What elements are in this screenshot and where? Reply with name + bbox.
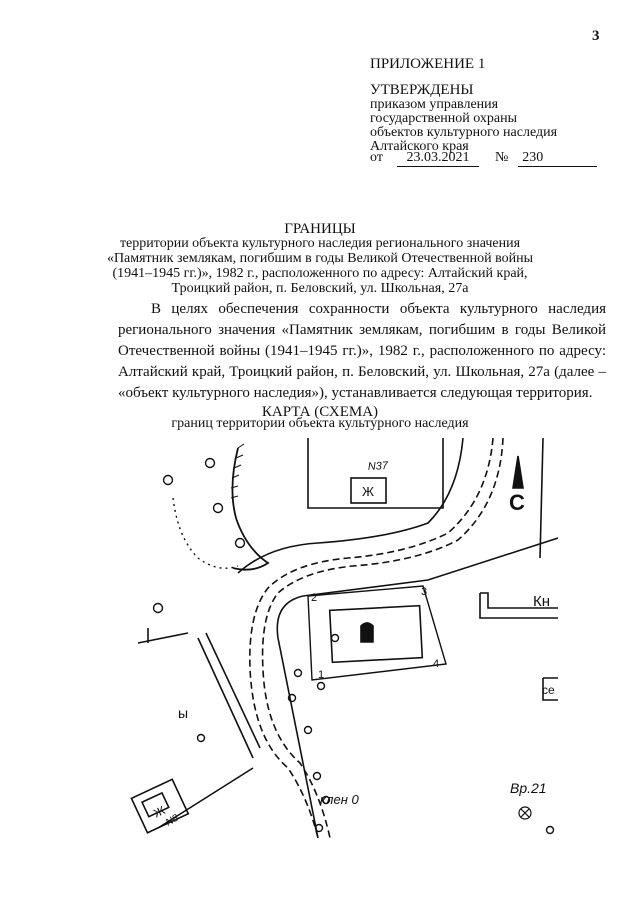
map-mark: ы (178, 705, 189, 721)
body-paragraph (118, 299, 606, 404)
document-subtitle (0, 236, 640, 296)
approved-line: государственной охраны (370, 111, 518, 126)
boundary-map (118, 438, 558, 838)
document-title: ГРАНИЦЫ (284, 221, 356, 237)
body-line: «объект культурного наследия»), устанавливается следующая территория. (118, 385, 593, 401)
footpath (263, 438, 503, 838)
subtitle-line: «Памятник землякам, погибшим в годы Великой Отечественной войны (106, 251, 534, 266)
approved-heading: УТВЕРЖДЕНЫ (370, 82, 474, 98)
order-number: 230 (518, 150, 597, 167)
territory-boundary (308, 586, 446, 680)
building-type-label: Ж (151, 803, 168, 821)
building-n37 (308, 438, 443, 508)
fence-line (198, 638, 253, 758)
fence-line (138, 633, 188, 643)
building-label: Кн (533, 593, 551, 610)
boundary-point-label: 3 (421, 586, 428, 598)
map-title: КАРТА (СХЕМА) (261, 404, 379, 420)
subtitle-line: территории объекта культурного наследия регионального значения (119, 236, 521, 251)
approved-line: приказом управления (370, 97, 499, 112)
body-line: В целях обеспечения сохранности объекта культурного наследия (151, 301, 606, 317)
boundary-point-label: 2 (311, 592, 318, 604)
appendix-heading: ПРИЛОЖЕНИЕ 1 (370, 56, 486, 72)
boundary-point-label: 1 (318, 669, 325, 681)
building-number-label: N37 (367, 459, 389, 473)
monument-site (330, 606, 423, 663)
map-mark: Вр.21 (510, 780, 547, 796)
subtitle-line: Троицкий район, п. Беловский, ул. Школьная, 27а (171, 281, 469, 296)
body-line: регионального значения «Памятник землякам, погибшим в годы Великой (118, 322, 606, 338)
north-label: С (509, 490, 525, 515)
monument-symbol (361, 623, 373, 642)
body-line: Алтайский край, Троицкий район, п. Беловский, ул. Школьная, 27а (далее – (118, 364, 606, 380)
street-edge (540, 438, 543, 558)
building-label: се (542, 683, 555, 697)
approved-by-block (370, 98, 557, 154)
dotted-contour (173, 498, 238, 568)
approved-line: объектов культурного наследия (370, 125, 558, 140)
body-line: Отечественной войны (1941–1945 гг.)», 1982 г., расположенного по адресу: (118, 343, 606, 359)
building-type-label: Ж (362, 484, 375, 499)
north-arrow-icon (513, 456, 523, 488)
survey-marker-icon (519, 807, 531, 819)
date-label: от (370, 150, 383, 165)
number-label: № (494, 150, 509, 165)
tree-markers (154, 459, 554, 834)
building-number-label: N8 (164, 812, 181, 829)
order-date: 23.03.2021 (397, 150, 479, 167)
fence-line (206, 633, 260, 748)
page-number: 3 (592, 28, 600, 44)
subtitle-line: (1941–1945 гг.)», 1982 г., расположенного по адресу: Алтайский край, (112, 266, 528, 281)
order-date-row (370, 150, 597, 167)
approved-line: Алтайского края (370, 139, 469, 154)
boundary-point-label: 4 (433, 658, 440, 670)
tree-label: клен 0 (320, 792, 359, 807)
map-subtitle: границ территории объекта культурного наследия (171, 416, 469, 431)
